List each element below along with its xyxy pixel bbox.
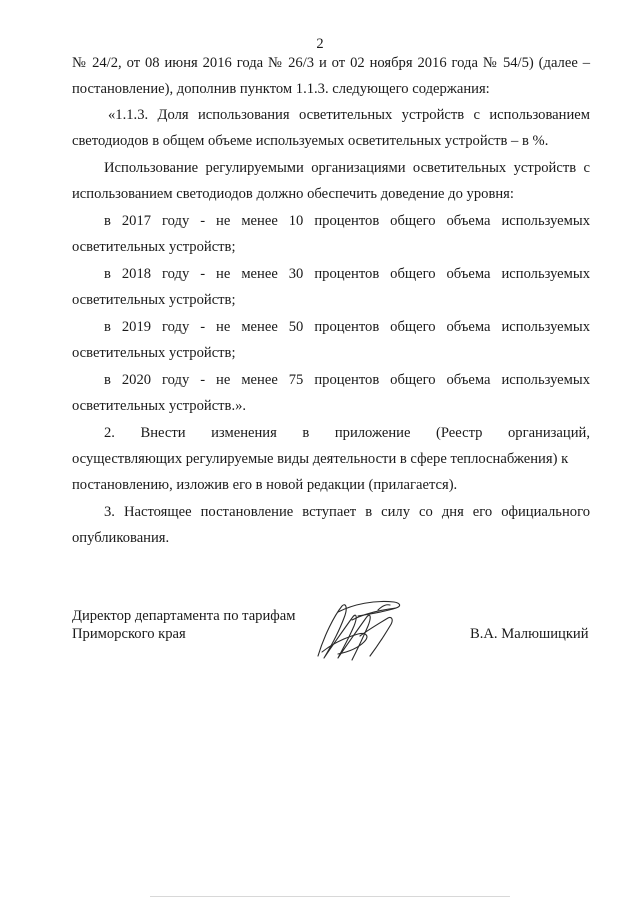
text-line: опубликования. bbox=[72, 530, 170, 546]
signatory-position-line1: Директор департамента по тарифам bbox=[72, 608, 296, 624]
text-line: в 2019 году - не менее 50 процентов общего объема используемых bbox=[104, 319, 590, 335]
text-line: осветительных устройств; bbox=[72, 239, 236, 255]
text-line: в 2020 году - не менее 75 процентов общего объема используемых bbox=[104, 372, 590, 388]
text-line: 2. Внести изменения в приложение (Реестр организаций, bbox=[104, 425, 590, 441]
text-line: 3. Настоящее постановление вступает в силу со дня его официального bbox=[104, 504, 590, 520]
text-line: светодиодов в общем объеме используемых осветительных устройств – в %. bbox=[72, 133, 549, 149]
text-line: постановлению, изложив его в новой редакции (прилагается). bbox=[72, 477, 458, 493]
scan-bottom-edge bbox=[150, 896, 510, 897]
signatory-name: В.А. Малюшицкий bbox=[470, 626, 589, 642]
text-line: осуществляющих регулируемые виды деятельности в сфере теплоснабжения) к bbox=[72, 451, 569, 467]
text-line: осветительных устройств; bbox=[72, 292, 236, 308]
handwritten-signature bbox=[308, 596, 412, 668]
page-number: 2 bbox=[316, 36, 324, 52]
text-line: в 2018 году - не менее 30 процентов общего объема используемых bbox=[104, 266, 590, 282]
signatory-position-line2: Приморского края bbox=[72, 626, 186, 642]
text-line: № 24/2, от 08 июня 2016 года № 26/3 и от 02 ноября 2016 года № 54/5) (далее – bbox=[72, 55, 590, 71]
text-line: осветительных устройств.». bbox=[72, 398, 247, 414]
text-line: в 2017 году - не менее 10 процентов общего объема используемых bbox=[104, 213, 590, 229]
text-line: Использование регулируемыми организациями осветительных устройств с bbox=[104, 160, 590, 176]
text-line: использованием светодиодов должно обеспечить доведение до уровня: bbox=[72, 186, 514, 202]
text-line: постановление), дополнив пунктом 1.1.3. следующего содержания: bbox=[72, 81, 490, 97]
text-line: осветительных устройств; bbox=[72, 345, 236, 361]
text-line: «1.1.3. Доля использования осветительных устройств с использованием bbox=[108, 107, 590, 123]
